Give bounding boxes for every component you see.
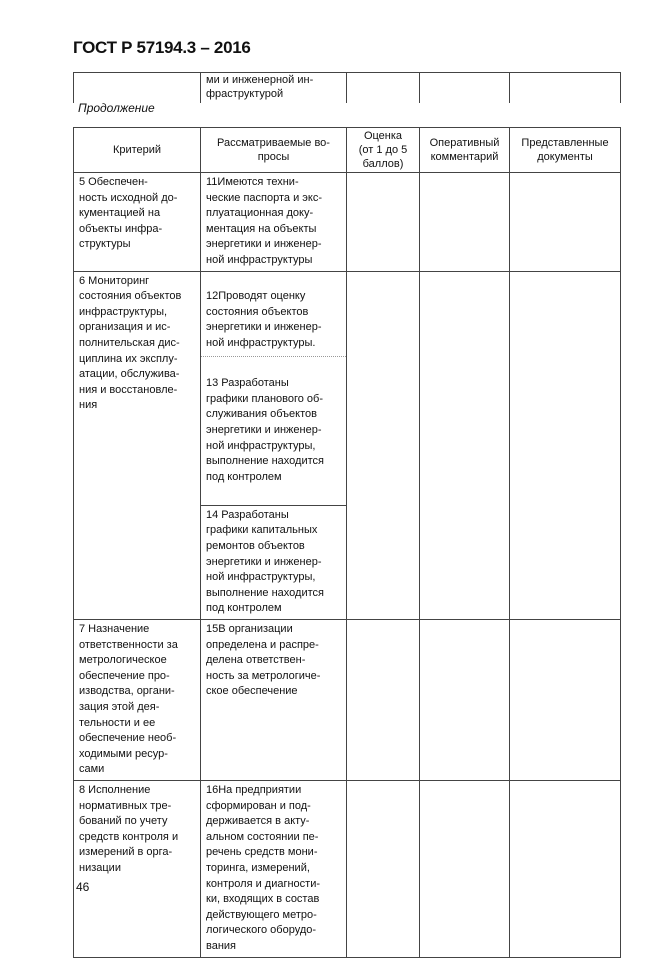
question-cell (201, 271, 347, 505)
documents-cell (510, 173, 621, 272)
comment-cell (420, 271, 510, 619)
page-number: 46 (76, 880, 90, 894)
table-row (74, 620, 621, 781)
documents-cell (510, 780, 621, 957)
header-criterion: Критерий (74, 128, 201, 173)
criterion-cell: 6 Мониторинг состояния объектов инфраструктуры, организация и ис- полнительская дис- циплина их эксплу- атации, обслужива- ния и восстановле- ния (74, 271, 201, 619)
header-questions: Рассматриваемые во- просы (201, 128, 347, 173)
question-12: 12Проводят оценку состояния объектов энергетики и инженер- ной инфраструктуры. (201, 287, 346, 356)
cell (510, 73, 621, 104)
question-cell: 14 Разработаны графики капитальных ремонтов объектов энергетики и инженер- ной инфраструктуры, выполнение находится под контролем (201, 505, 347, 619)
criteria-table (73, 127, 621, 958)
table-header-row (74, 128, 621, 173)
question-13: 13 Разработаны графики планового об- служивания объектов энергетики и инженер- ной инфраструктуры, выполнение находится под контролем (206, 377, 324, 483)
cell (420, 73, 510, 104)
document-header: ГОСТ Р 57194.3 – 2016 (73, 38, 251, 57)
continuation-label: Продолжение (78, 101, 155, 115)
table-row (74, 271, 621, 505)
table-row (74, 173, 621, 272)
criterion-cell: 5 Обеспечен- ность исходной до- кументацией на объекты инфра- структуры (74, 173, 201, 272)
question-cell: 15В организации определена и распре- делена ответствен- ность за метрологиче- ское обеспечение (201, 620, 347, 781)
score-cell (347, 620, 420, 781)
comment-cell (420, 780, 510, 957)
criterion-cell: 8 Исполнение нормативных тре- бований по учету средств контроля и измерений в орга- низации (74, 780, 201, 957)
comment-cell (420, 173, 510, 272)
header-comment: Оперативный комментарий (420, 128, 510, 173)
comment-cell (420, 620, 510, 781)
header-documents: Представленные документы (510, 128, 621, 173)
documents-cell (510, 271, 621, 619)
score-cell (347, 173, 420, 272)
table-row (74, 780, 621, 957)
documents-cell (510, 620, 621, 781)
score-cell (347, 780, 420, 957)
previous-table-fragment (73, 72, 621, 103)
score-cell (347, 271, 420, 619)
question-cell: 16На предприятии сформирован и под- держивается в акту- альном состоянии пе- речень средств мони- торинга, измерений, контроля и диагности- ки, входящих в состав действующего метро- логического оборудо- вания (201, 780, 347, 957)
question-cell: ми и инженерной ин- фраструктурой (201, 73, 347, 104)
header-score: Оценка (от 1 до 5 баллов) (347, 128, 420, 173)
cell (74, 73, 201, 104)
criterion-cell: 7 Назначение ответственности за метрологическое обеспечение про- изводства, органи- зация этой дея- тельности и ее обеспечение необ- ходимыми ресур- сами (74, 620, 201, 781)
cell (347, 73, 420, 104)
question-cell: 11Имеются техни- ческие паспорта и экс- плуатационная доку- ментация на объекты энергетики и инженер- ной инфраструктуры (201, 173, 347, 272)
